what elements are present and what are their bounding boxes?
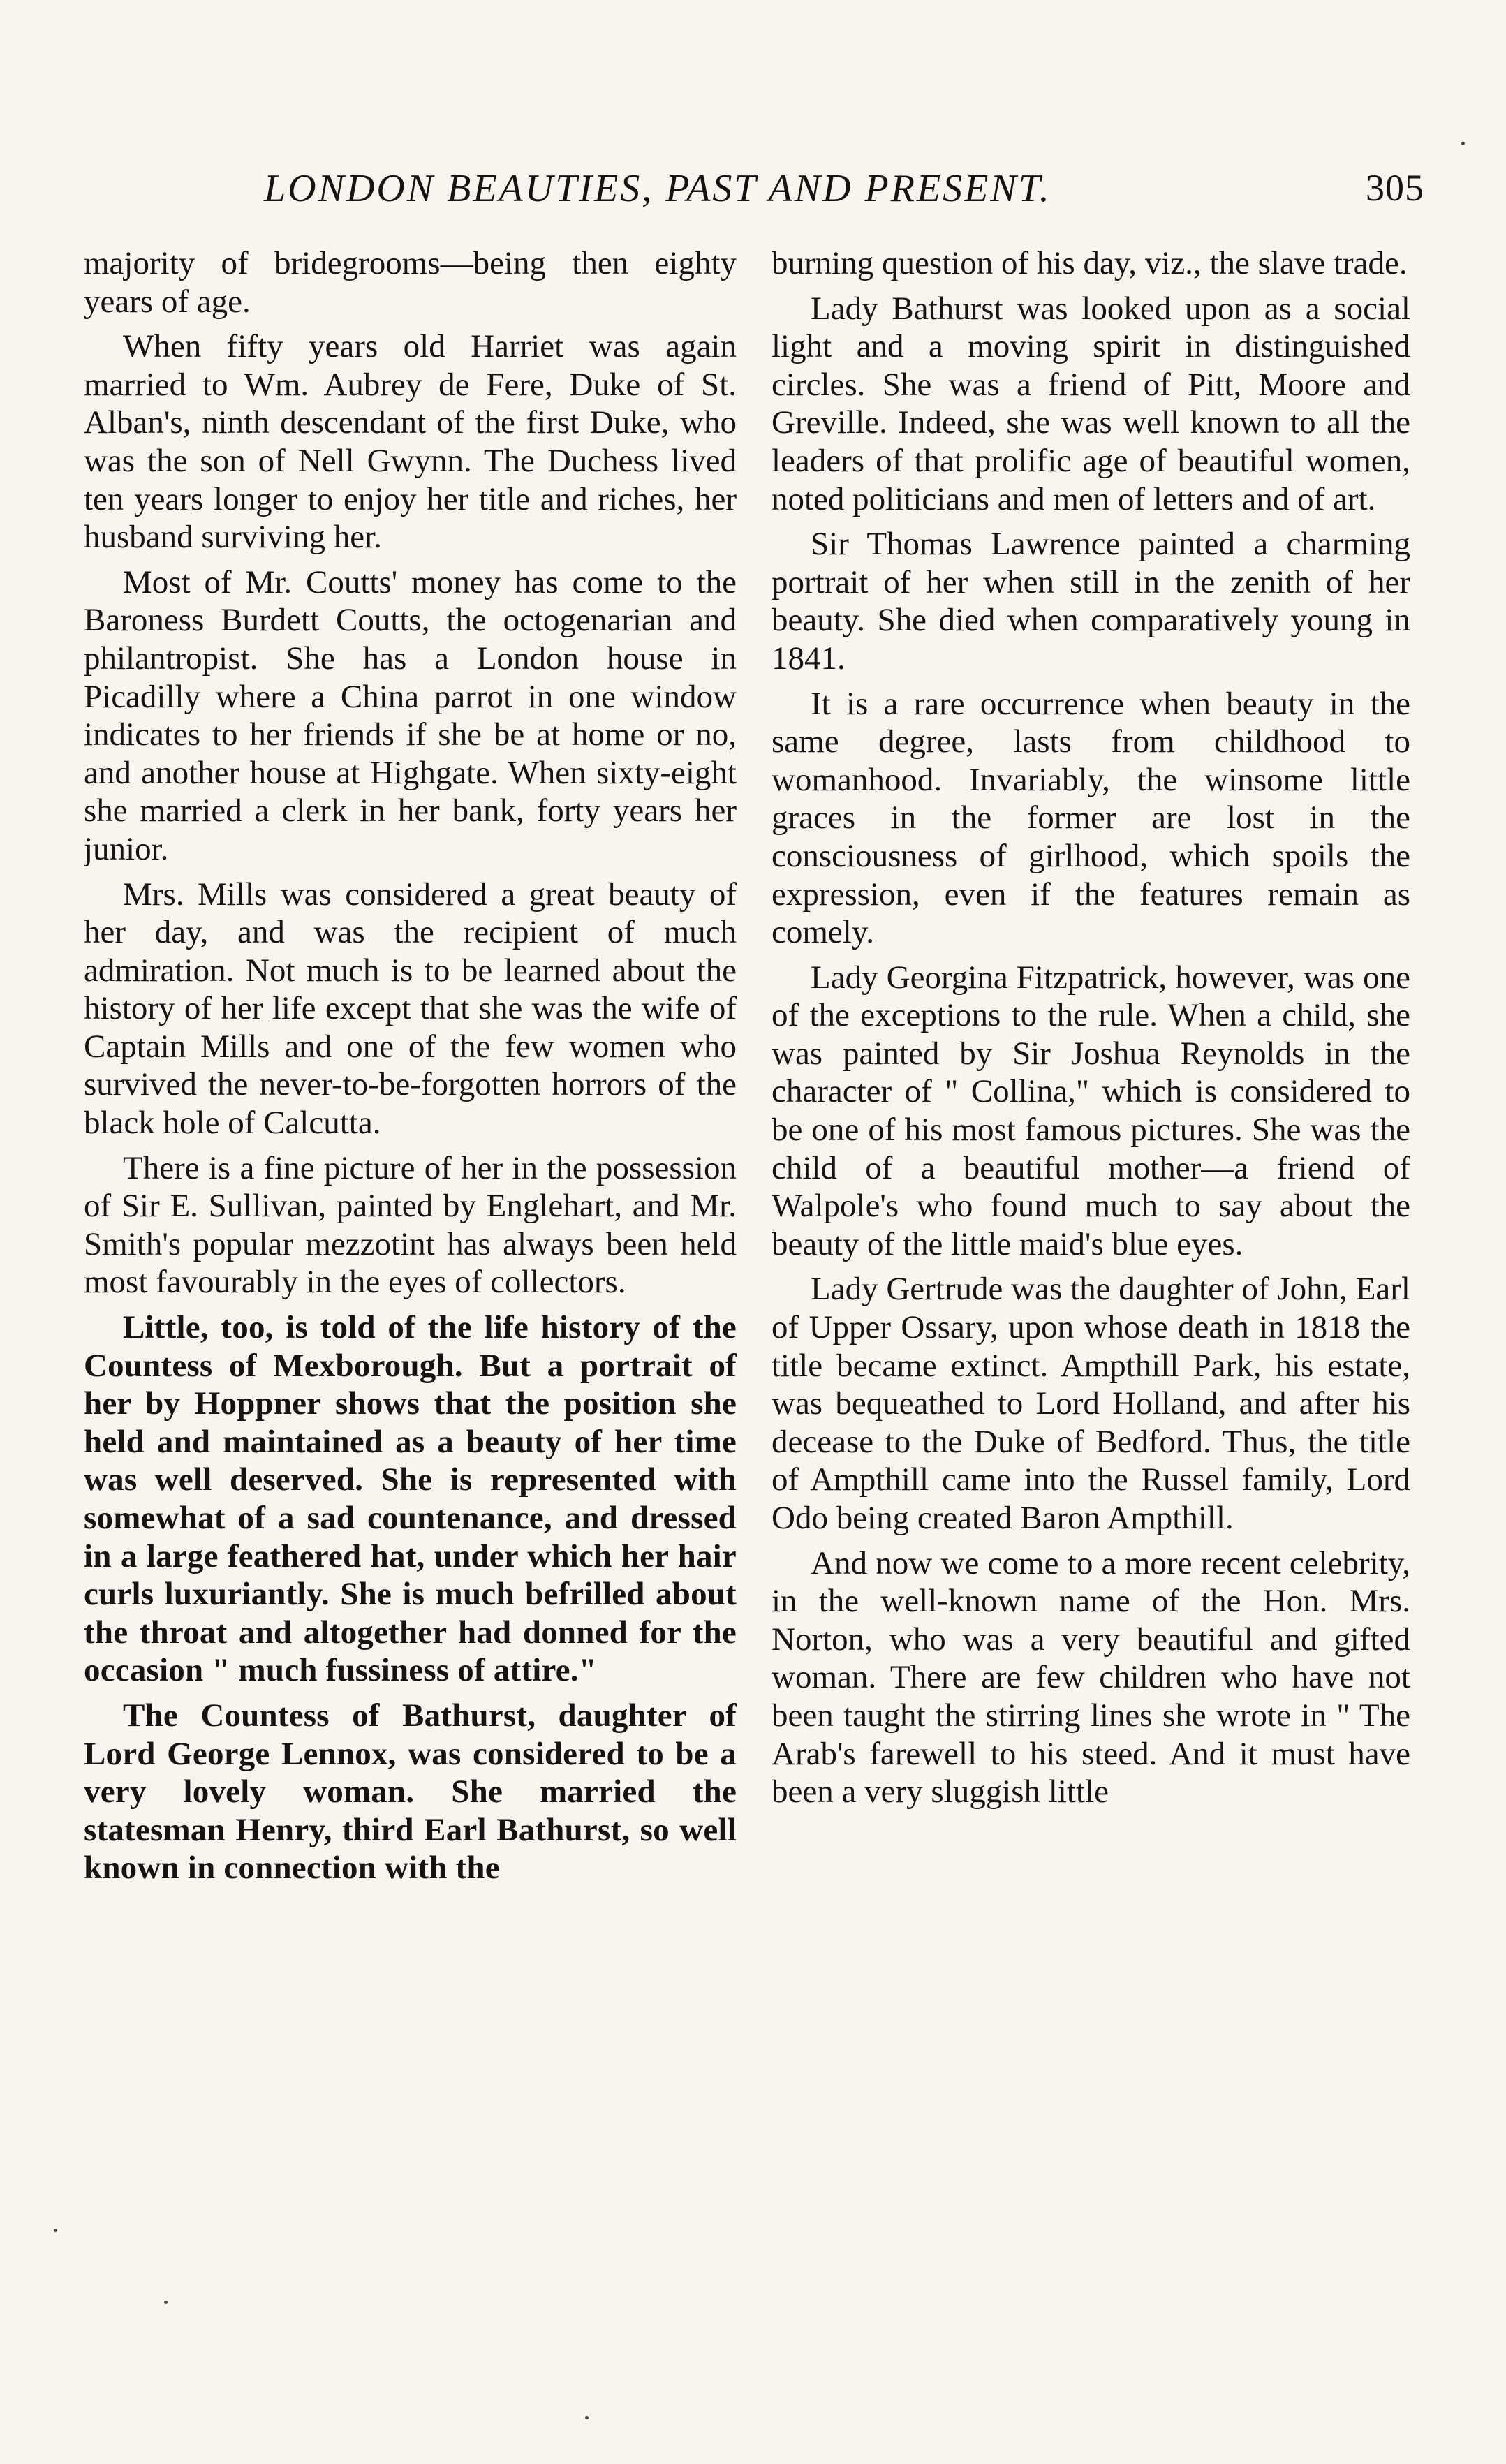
paragraph: When fifty years old Harriet was again married to Wm. Aubrey de Fere, Duke of St. Alban's, ninth descendant of the first Duke, who was the son of Nell Gwynn. The Duchess lived ten years longer to enjoy her title and riches, her husband surviving her. bbox=[84, 328, 737, 556]
paragraph: Little, too, is told of the life history of the Countess of Mexborough. But a portrait of her by Hoppner shows that the position she held and maintained as a beauty of her time was well deserved. She is represented with somewhat of a sad countenance, and dressed in a large feathered hat, under which her hair curls luxuriantly. She is much befrilled about the throat and altogether had donned for the occasion " much fussiness of attire." bbox=[84, 1309, 737, 1689]
right-column bbox=[772, 244, 1410, 2297]
paragraph: Most of Mr. Coutts' money has come to the Baroness Burdett Coutts, the octogenarian and philantropist. She has a London house in Picadilly where a China parrot in one window indicates to her friends if she be at home or no, and another house at Highgate. When sixty-eight she married a clerk in her bank, forty years her junior. bbox=[84, 563, 737, 867]
paragraph: majority of bridegrooms—being then eighty years of age. bbox=[84, 245, 737, 320]
paragraph: It is a rare occurrence when beauty in the same degree, lasts from childhood to womanhood. Invariably, the winsome little graces in the former are lost in the consciousness of girlhood, which spoils the expression, even if the features remain as comely. bbox=[772, 685, 1410, 951]
paragraph: Lady Georgina Fitzpatrick, however, was one of the exceptions to the rule. When a child, she was painted by Sir Joshua Reynolds in the character of " Collina," which is considered to be one of his most famous pictures. She was the child of a beautiful mother—a friend of Walpole's who found much to say about the beauty of the little maid's blue eyes. bbox=[772, 959, 1410, 1262]
print-speck bbox=[1461, 142, 1465, 145]
paragraph: Sir Thomas Lawrence painted a charming portrait of her when still in the zenith of her beauty. She died when comparatively young in 1841. bbox=[772, 526, 1410, 677]
print-speck bbox=[54, 2229, 57, 2232]
paragraph: burning question of his day, viz., the slave trade. bbox=[772, 245, 1408, 281]
running-title: LONDON BEAUTIES, PAST AND PRESENT. bbox=[264, 167, 1051, 210]
paragraph: The Countess of Bathurst, daughter of Lord George Lennox, was considered to be a very lovely woman. She married the statesman Henry, third Earl Bathurst, so well known in connection with the bbox=[84, 1697, 737, 1887]
paragraph: Mrs. Mills was considered a great beauty of her day, and was the recipient of much admiration. Not much is to be learned about the history of her life except that she was the wife of Captain Mills and one of the few women who survived the never-to-be-forgotten horrors of the black hole of Calcutta. bbox=[84, 876, 737, 1142]
running-head bbox=[251, 166, 1424, 222]
page-number: 305 bbox=[1366, 167, 1424, 209]
paragraph: Lady Gertrude was the daughter of John, Earl of Upper Ossary, upon whose death in 1818 the title became extinct. Ampthill Park, his estate, was bequeathed to Lord Holland, and after his decease to the Duke of Bedford. Thus, the title of Ampthill came into the Russel family, Lord Odo being created Baron Ampthill. bbox=[772, 1271, 1410, 1536]
print-speck bbox=[585, 2416, 589, 2419]
print-speck bbox=[164, 2301, 168, 2304]
paragraph: There is a fine picture of her in the possession of Sir E. Sullivan, painted by Englehart, and Mr. Smith's popular mezzotint has always been held most favourably in the eyes of collectors. bbox=[84, 1149, 737, 1301]
left-column bbox=[84, 244, 737, 2297]
paragraph: Lady Bathurst was looked upon as a social light and a moving spirit in distinguished circles. She was a friend of Pitt, Moore and Greville. Indeed, she was well known to all the leaders of that prolific age of beautiful women, noted politicians and men of letters and of art. bbox=[772, 290, 1410, 517]
paragraph: And now we come to a more recent celebrity, in the well-known name of the Hon. Mrs. Norton, who was a very beautiful and gifted woman. There are few children who have not been taught the stirring lines she wrote in " The Arab's farewell to his steed. And it must have been a very sluggish little bbox=[772, 1544, 1410, 1810]
